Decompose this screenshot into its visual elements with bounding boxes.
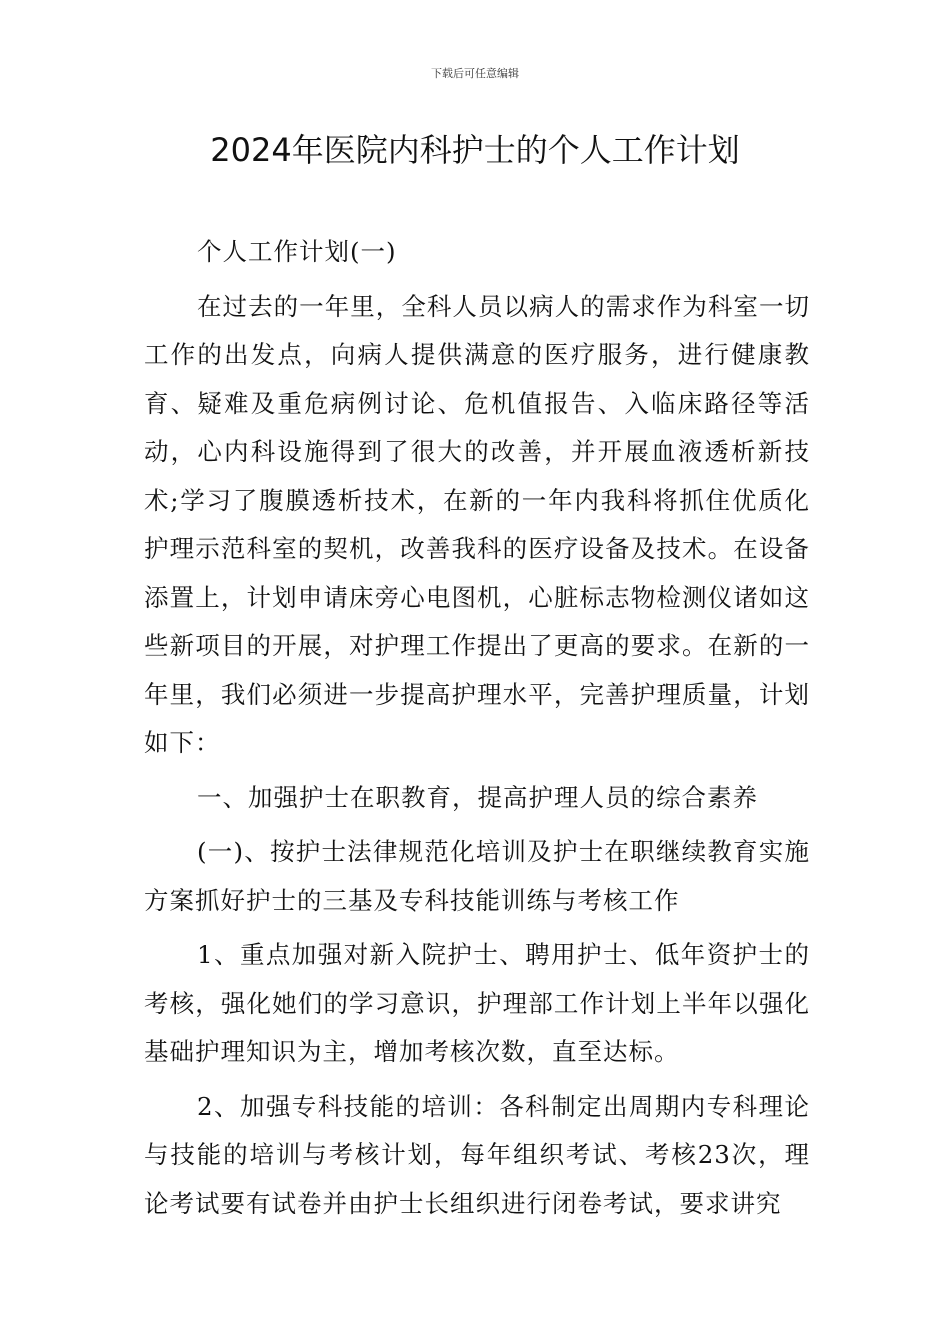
paragraph: 一、加强护士在职教育，提高护理人员的综合素养 [197,782,758,812]
document-body [144,228,810,1228]
paragraph: 1、重点加强对新入院护士、聘用护士、低年资护士的考核，强化她们的学习意识，护理部工作计划上半年以强化基础护理知识为主，增加考核次数，直至达标。 [144,940,810,1066]
section-heading: 个人工作计划(一) [197,237,397,266]
paragraph: 在过去的一年里，全科人员以病人的需求作为科室一切工作的出发点，向病人提供满意的医疗服务，进行健康教育、疑难及重危病例讨论、危机值报告、入临床路径等活动，心内科设施得到了很大的改善，并开展血液透析新技术;学习了腹膜透析技术，在新的一年内我科将抓住优质化护理示范科室的契机，改善我科的医疗设备及技术。在设备添置上，计划申请床旁心电图机，心脏标志物检测仪诸如这些新项目的开展，对护理工作提出了更高的要求。在新的一年里，我们必须进一步提高护理水平，完善护理质量，计划如下： [144,291,810,757]
paragraph: (一)、按护士法律规范化培训及护士在职继续教育实施方案抓好护士的三基及专科技能训练与考核工作 [144,837,810,915]
document-title: 2024年医院内科护士的个人工作计划 [210,131,740,169]
paragraph: 2、加强专科技能的培训：各科制定出周期内专科理论与技能的培训与考核计划，每年组织考试、考核23次，理论考试要有试卷并由护士长组织进行闭卷考试，要求讲究 [144,1091,810,1218]
header-note: 下载后可任意编辑 [431,67,519,80]
